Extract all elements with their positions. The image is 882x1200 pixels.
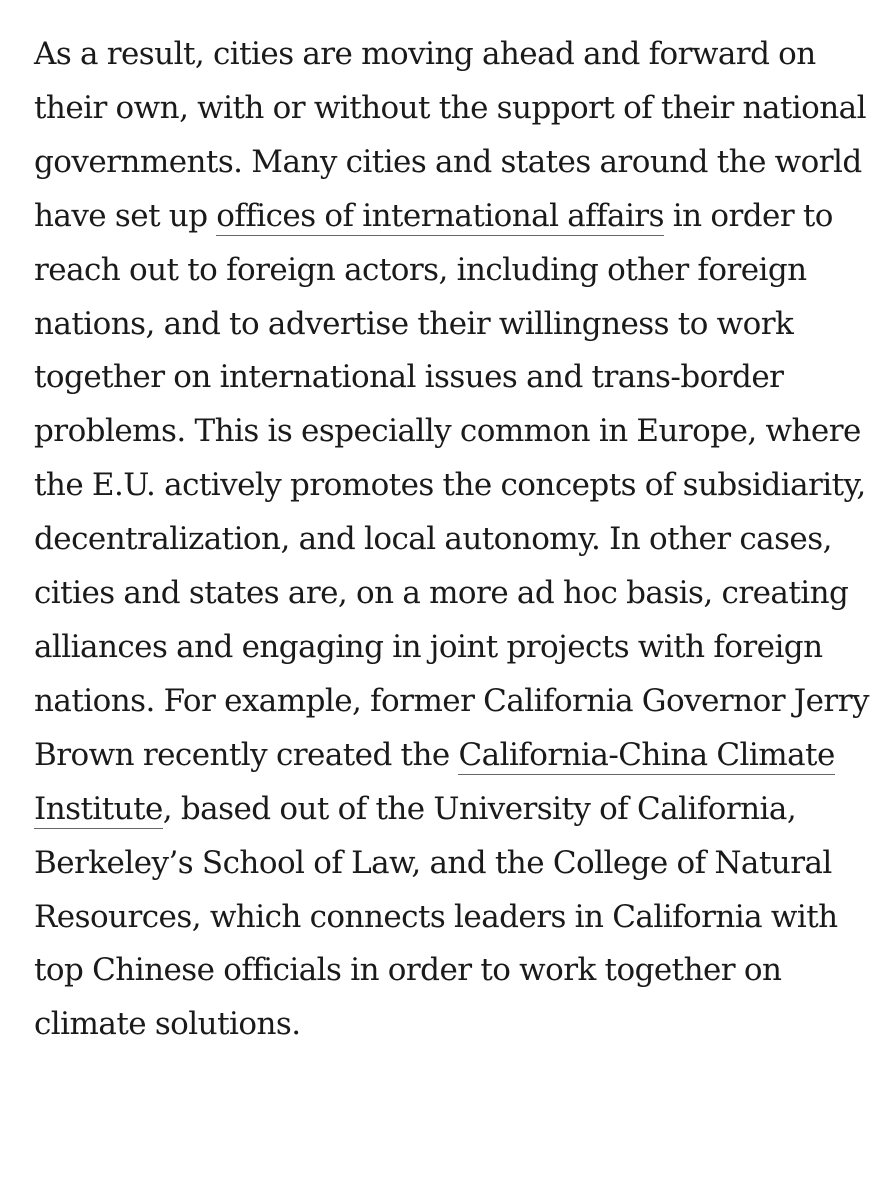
paragraph-text-3: , based out of the University of California, Berkeley’s School of Law, and the College of Natural Resources, which connects leaders in California with top Chinese officials in order to work together on climate solutions. [34,790,838,1043]
paragraph-text-1: As a result, cities are moving ahead and forward on their own, with or without the support of their national governments. Many cities and states around the world have set up [34,36,866,234]
article-paragraph [34,28,869,1052]
offices-of-international-affairs-link[interactable]: offices of international affairs [216,197,664,234]
paragraph-text-2: in order to reach out to foreign actors, including other foreign nations, and to advertise their willingness to work together on international issues and trans-border problems. This is especially common in Europe, where the E.U. actively promotes the concepts of subsidiarity, decentralization, and local autonomy. In other cases, cities and states are, on a more ad hoc basis, creating alliances and engaging in joint projects with foreign nations. For example, former California Governor Jerry Brown recently created the [34,197,869,773]
california-china-climate-institute-link[interactable]: California-China Climate Institute [34,736,835,827]
